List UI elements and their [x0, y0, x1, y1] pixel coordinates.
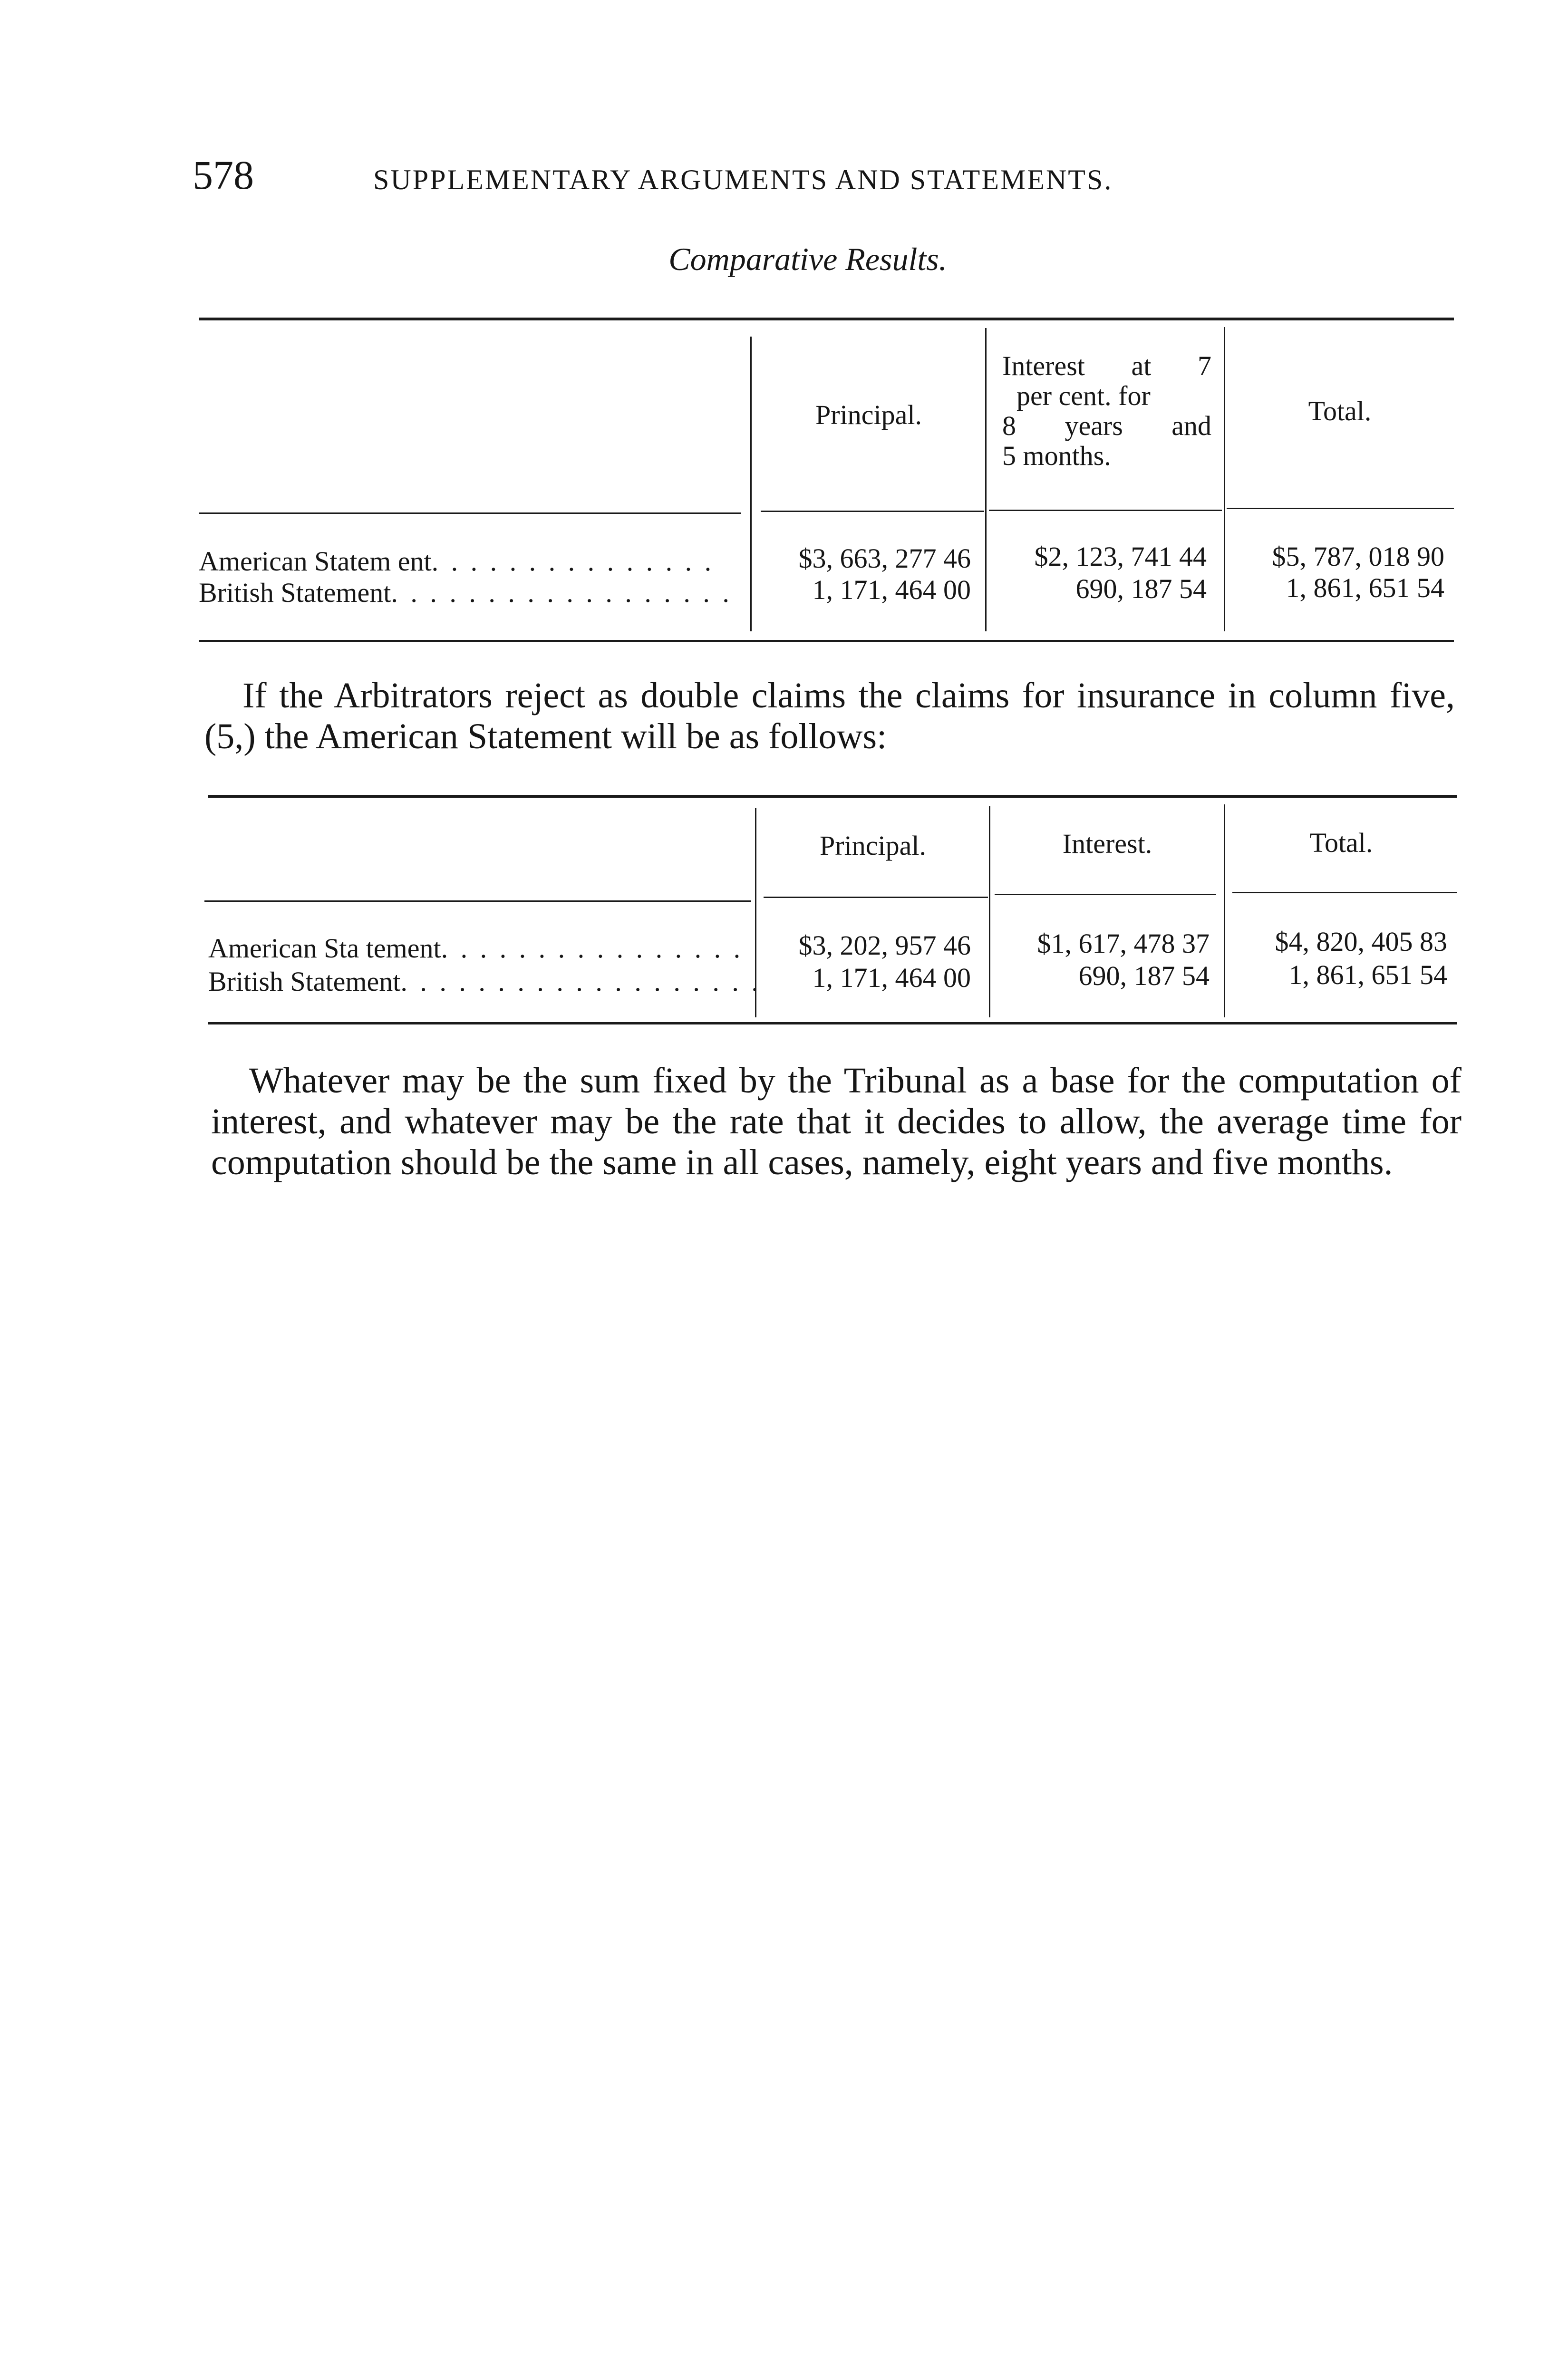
paragraph-text: Whatever may be the sum fixed by the Tribunal as a base for the computation of interest, and whatever may be the rate that it decides to allow, the average time for computation should be the same in all cases, namely, eight years and five months. [211, 1061, 1462, 1182]
column-header-total: Total. [1308, 396, 1372, 426]
column-divider [1224, 804, 1225, 1017]
table-cell-principal: 1, 171, 464 00 [812, 574, 971, 605]
leader-dots: . . . . . . . . . . . . . . . [431, 546, 715, 577]
row-label-text: British Statement [208, 966, 401, 997]
table-cell-interest: $2, 123, 741 44 [1034, 541, 1207, 572]
header-line: 8 years and [1002, 410, 1211, 441]
table-cell-interest: 690, 187 54 [1075, 573, 1207, 604]
paragraph-text: If the Arbitrators reject as double claims the claims for insurance in column five, (5,) the American Statement will be as follows: [204, 676, 1455, 756]
header-bottom-rule [1232, 892, 1457, 893]
running-head: SUPPLEMENTARY ARGUMENTS AND STATEMENTS. [373, 164, 1113, 195]
header-bottom-rule [995, 894, 1216, 895]
table-cell-principal: $3, 202, 957 46 [798, 930, 971, 961]
header-bottom-rule [204, 900, 751, 902]
leader-dots: . . . . . . . . . . . . . . . . [441, 933, 744, 964]
table-cell-principal: $3, 663, 277 46 [798, 543, 971, 574]
header-line: per cent. for [1016, 380, 1151, 411]
revised-statement-table [0, 0, 1568, 1046]
leader-dots: . . . . . . . . . . . . . . . . . . [391, 577, 732, 608]
row-label-text: American Sta tement [208, 933, 441, 964]
column-header-interest: Interest. [1062, 828, 1152, 859]
header-bottom-rule [764, 897, 988, 898]
table-row-label [208, 932, 755, 965]
table-cell-total: 1, 861, 651 54 [1286, 572, 1444, 603]
header-line: 5 months. [1002, 440, 1111, 471]
column-divider [989, 806, 990, 1017]
page-number: 578 [193, 152, 254, 198]
table-cell-principal: 1, 171, 464 00 [812, 962, 971, 993]
table-cell-total: 1, 861, 651 54 [1288, 959, 1447, 990]
table-cell-total: $5, 787, 018 90 [1272, 541, 1444, 572]
table-row-label [208, 965, 761, 998]
row-label-text: British Statement [199, 577, 391, 608]
header-line: Interest at 7 [1002, 350, 1211, 381]
table-top-rule [208, 795, 1457, 798]
row-label-text: American Statem ent [199, 546, 432, 577]
body-paragraph [211, 1060, 1462, 1183]
column-header-principal: Principal. [815, 399, 922, 430]
table-bottom-rule [208, 1022, 1457, 1024]
table-cell-total: $4, 820, 405 83 [1275, 926, 1447, 957]
table-cell-interest: $1, 617, 478 37 [1037, 928, 1210, 959]
section-title: Comparative Results. [668, 241, 947, 277]
column-header-total: Total. [1309, 827, 1373, 858]
table-cell-interest: 690, 187 54 [1078, 960, 1210, 991]
leader-dots: . . . . . . . . . . . . . . . . . . . [400, 966, 761, 997]
column-header-principal: Principal. [820, 830, 926, 861]
